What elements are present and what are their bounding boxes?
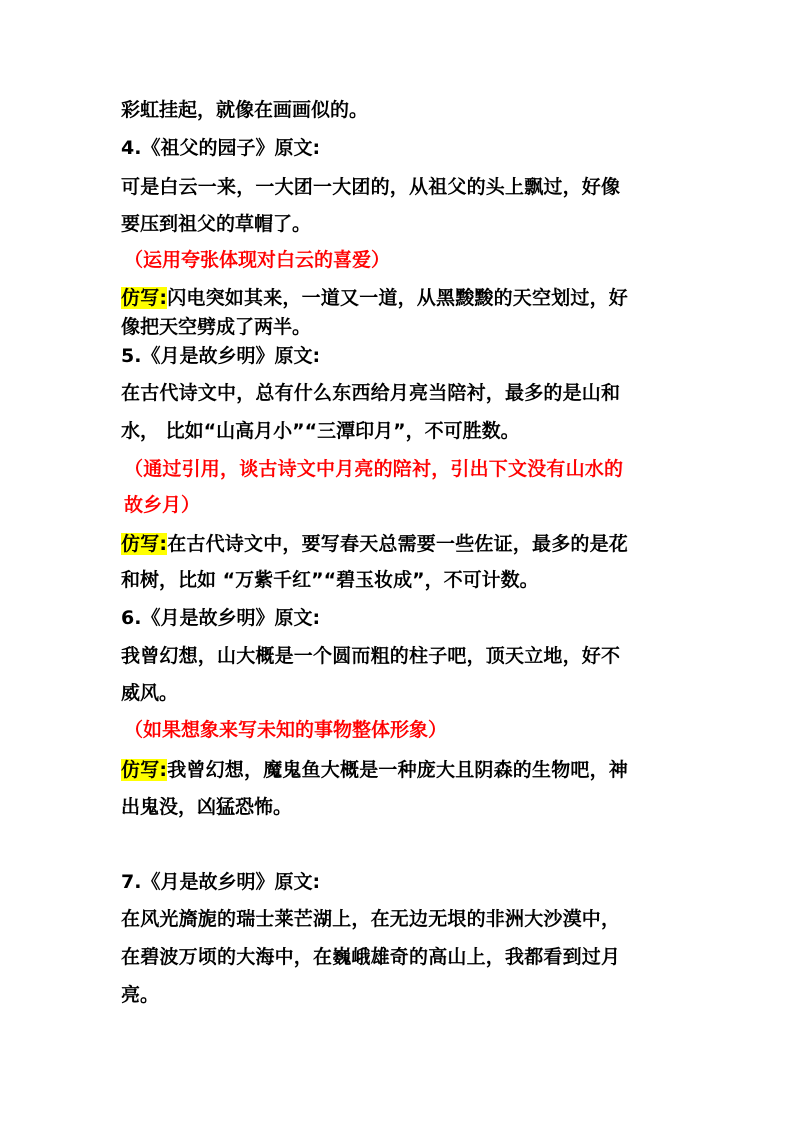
- annotation-note: （通过引用，谈古诗文中月亮的陪衬，引出下文没有山水的: [124, 458, 624, 480]
- annotation-note: （运用夸张体现对白云的喜爱）: [124, 249, 391, 271]
- paragraph-line: 我曾幻想，山大概是一个圆而粗的柱子吧，顶天立地，好不: [121, 645, 621, 667]
- paragraph-line: 亮。: [121, 984, 160, 1006]
- paragraph-line: 和树，比如 “万紫千红”“碧玉妆成”，不可计数。: [121, 569, 539, 591]
- paragraph-line: 在碧波万顷的大海中，在巍峨雄奇的高山上，我都看到过月: [121, 946, 621, 968]
- imitation-text: 我曾幻想，魔鬼鱼大概是一种庞大且阴森的生物吧，神: [167, 759, 629, 781]
- paragraph-line: 在风光旖旎的瑞士莱芒湖上，在无边无垠的非洲大沙漠中，: [121, 908, 621, 930]
- paragraph-line: 水， 比如“山高月小”“三潭印月”，不可胜数。: [121, 420, 520, 442]
- paragraph-line: 出鬼没，凶猛恐怖。: [121, 796, 293, 818]
- paragraph-line: 要压到祖父的草帽了。: [121, 213, 312, 235]
- section-heading-7: 7.《月是故乡明》原文:: [121, 871, 321, 893]
- imitation-label: 仿写:: [121, 759, 168, 781]
- paragraph-line: 在古代诗文中，总有什么东西给月亮当陪衬，最多的是山和: [121, 382, 621, 404]
- section-heading-5: 5.《月是故乡明》原文:: [121, 345, 321, 367]
- paragraph-line: 像把天空劈成了两半。: [121, 316, 312, 338]
- imitation-text: 在古代诗文中，要写春天总需要一些佐证，最多的是花: [167, 533, 629, 555]
- section-heading-4: 4.《祖父的园子》原文:: [121, 137, 321, 159]
- imitation-line: [121, 757, 628, 783]
- paragraph-line: 可是白云一来，一大团一大团的，从祖父的头上飘过，好像: [121, 176, 621, 198]
- imitation-label: 仿写:: [121, 287, 168, 309]
- imitation-line: [121, 531, 628, 557]
- annotation-note: （如果想象来写未知的事物整体形象）: [124, 719, 448, 741]
- imitation-label: 仿写:: [121, 533, 168, 555]
- imitation-text: 闪电突如其来，一道又一道，从黑黢黢的天空划过，好: [167, 287, 629, 309]
- annotation-note: 故乡月）: [124, 494, 201, 516]
- imitation-line: [121, 285, 628, 311]
- paragraph-line: 彩虹挂起，就像在画画似的。: [121, 99, 369, 121]
- section-heading-6: 6.《月是故乡明》原文:: [121, 607, 321, 629]
- paragraph-line: 威风。: [121, 682, 179, 704]
